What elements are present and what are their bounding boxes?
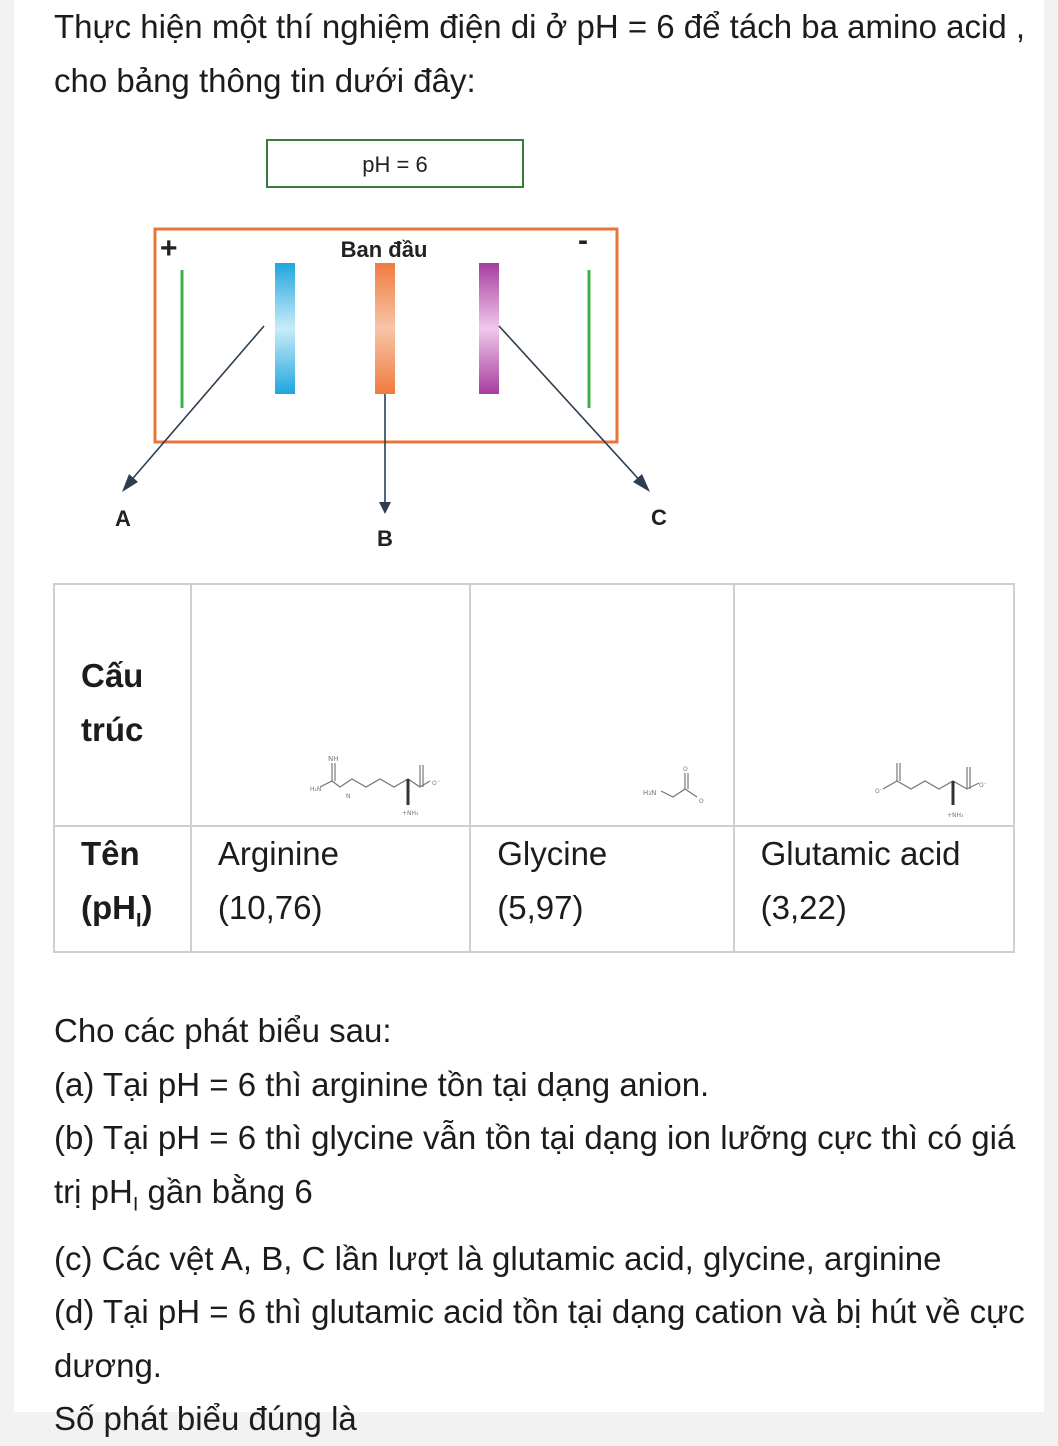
question-intro: Thực hiện một thí nghiệm điện di ở pH = 6 để tách ba amino acid , cho bảng thông tin dưới đây: (54, 8, 1026, 99)
document-page (14, 0, 1044, 1438)
arginine-structure-icon (310, 753, 450, 823)
arrow-b-head (379, 502, 391, 514)
anode-sign: + (160, 232, 178, 265)
svg-text:+NH₃: +NH₃ (946, 812, 964, 819)
spot-a-label: A (115, 506, 131, 531)
statement-c: (c) Các vệt A, B, C lần lượt là glutamic acid, glycine, arginine (54, 1239, 942, 1277)
electrophoresis-diagram (94, 130, 667, 560)
spot-b-label: B (377, 526, 393, 551)
svg-text:O: O (699, 798, 704, 805)
arrow-a-head (122, 474, 138, 492)
cathode-sign: - (578, 224, 588, 257)
glycine-cell (470, 826, 733, 952)
arrow-c (499, 326, 644, 485)
name-row (54, 826, 1014, 952)
glycine-pi: (5,97) (497, 889, 584, 926)
statement-d: (d) Tại pH = 6 thì glutamic acid tồn tại dạng cation và bị hút về cực dương. (54, 1293, 1025, 1384)
glycine-structure-cell (470, 584, 733, 826)
statement-a: (a) Tại pH = 6 thì arginine tồn tại dạng anion. (54, 1065, 710, 1103)
spot-c-label: C (651, 505, 667, 530)
svg-text:O⁻: O⁻ (978, 782, 987, 789)
structure-label-cell (54, 584, 191, 826)
arginine-name: Arginine (217, 835, 339, 872)
start-label: Ban đầu (340, 237, 428, 262)
glutamic-acid-structure-icon (875, 755, 995, 825)
glycine-name: Glycine (497, 835, 608, 872)
svg-text:O⁻: O⁻ (874, 788, 883, 795)
glutamic-acid-pi: (3,22) (760, 889, 847, 926)
arginine-cell (191, 826, 470, 952)
glutamic-acid-name: Glutamic acid (760, 835, 961, 872)
statement-b: (b) Tại pH = 6 thì glycine vẫn tồn tại dạng ion lưỡng cực thì có giá trị $pH_I$ gần bằng 6 (54, 1119, 1016, 1216)
glutamic-acid-cell (734, 826, 1014, 952)
band-middle (375, 263, 395, 394)
amino-acid-table (53, 583, 1015, 953)
ph-box-label: pH = 6 (362, 152, 428, 177)
name-label: Tên $(pH_I)$ (81, 835, 153, 932)
band-right (479, 263, 499, 394)
glutamic-acid-structure-cell (734, 584, 1014, 826)
name-label-cell (54, 826, 191, 952)
svg-text:N: N (345, 793, 351, 800)
arrow-a (128, 326, 264, 484)
arginine-pi: (10,76) (217, 889, 323, 926)
glycine-structure-icon (639, 763, 719, 813)
svg-text:NH: NH (327, 755, 339, 763)
statements-lead: Cho các phát biểu sau: (54, 1012, 392, 1049)
svg-text:O⁻: O⁻ (431, 780, 440, 787)
arginine-structure-cell (191, 584, 470, 826)
final-question: Số phát biểu đúng là (54, 1400, 357, 1438)
svg-text:+NH₃: +NH₃ (401, 810, 419, 817)
structure-label: Cấu trúc (81, 657, 144, 748)
svg-text:O: O (683, 766, 688, 773)
svg-text:H₂N: H₂N (309, 786, 322, 793)
structure-row (54, 584, 1014, 826)
statements (54, 1004, 1034, 1446)
band-left (275, 263, 295, 394)
svg-text:H₃N: H₃N (643, 789, 657, 797)
